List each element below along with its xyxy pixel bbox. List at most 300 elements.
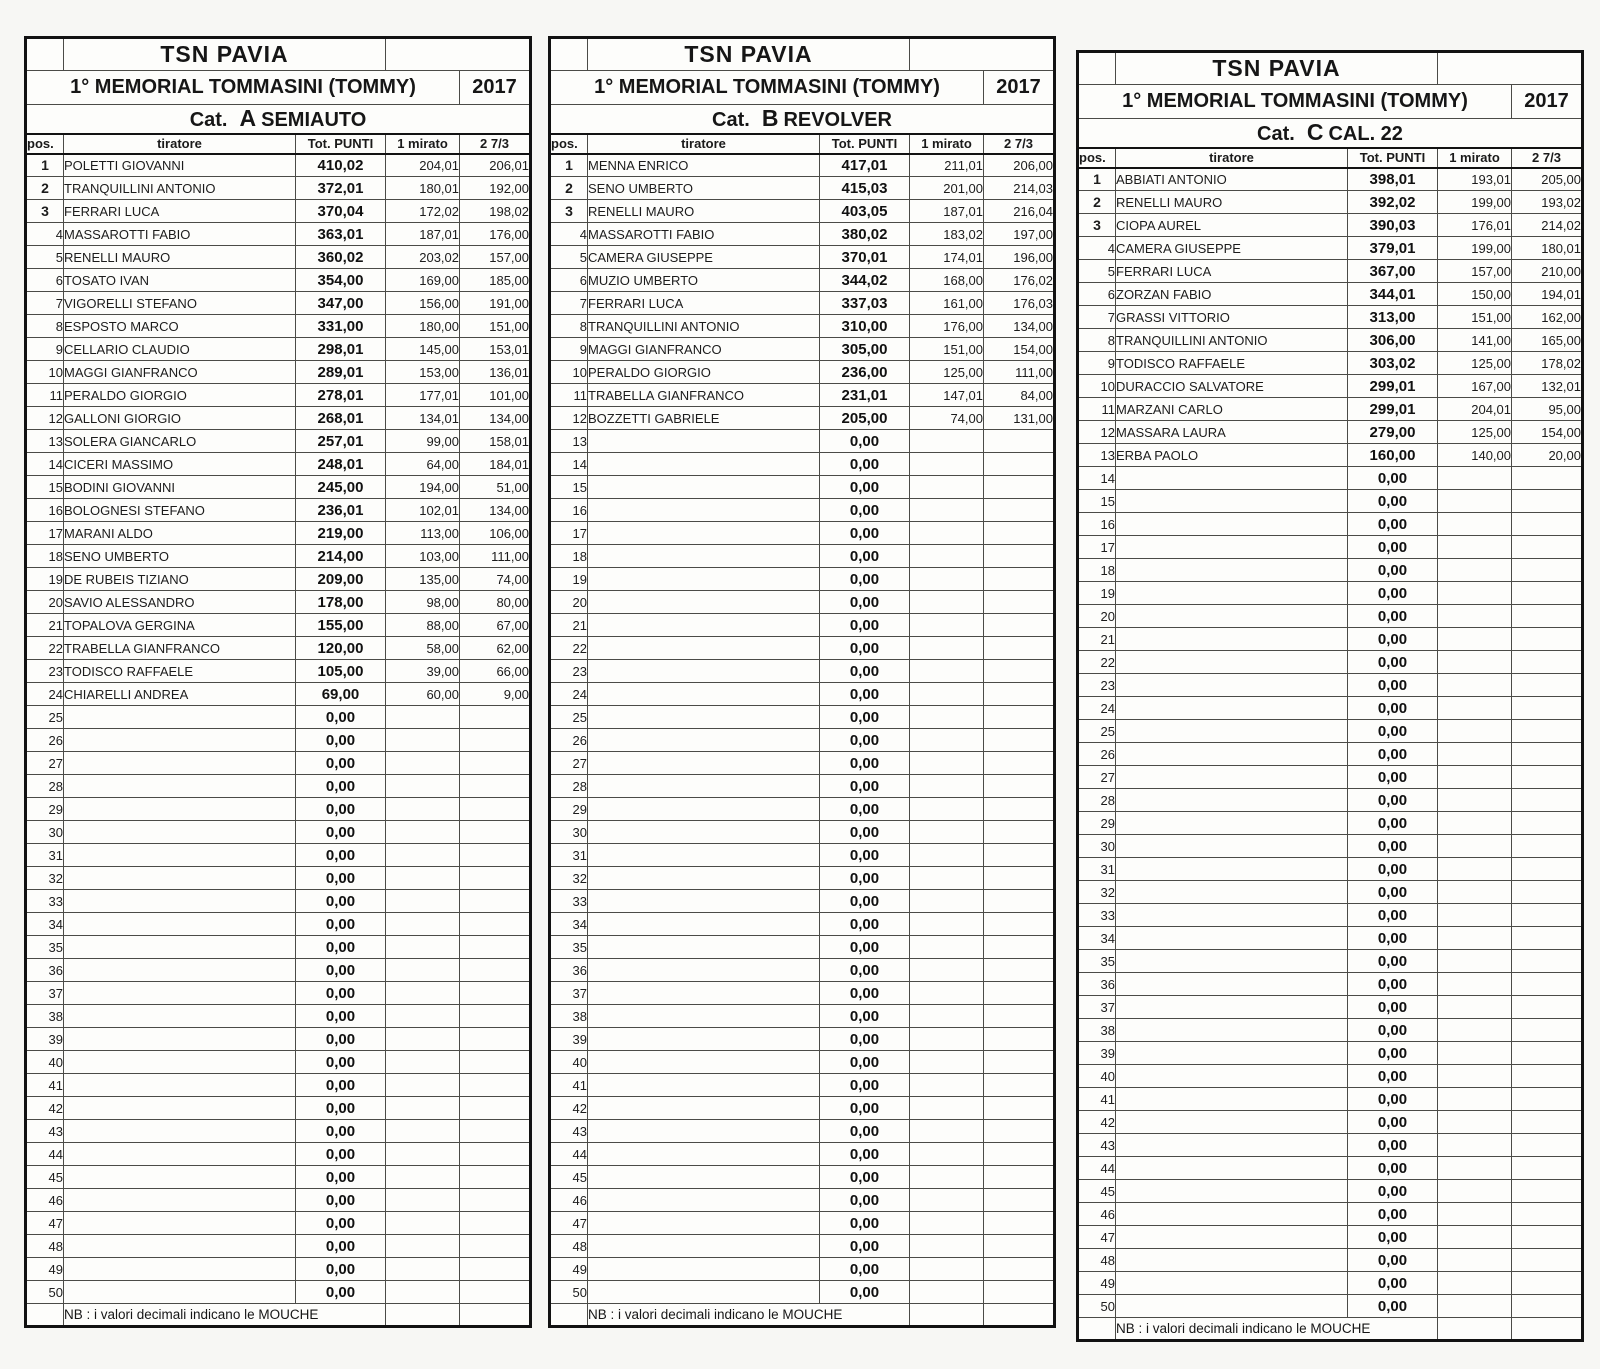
table-row [26,936,531,959]
table-row [26,752,531,775]
seven-three-score [984,430,1055,453]
seven-three-score [460,982,531,1005]
table-row [550,315,1055,338]
mirato-score: 135,00 [386,568,460,591]
shooter-name [588,798,820,821]
shooter-name [588,683,820,706]
total-points: 392,02 [1348,191,1438,214]
results-body [1078,168,1583,1318]
pos-cell: 15 [1078,490,1116,513]
seven-three-score [984,614,1055,637]
mirato-score [1438,1272,1512,1295]
col-header-shooter: tiratore [588,134,820,154]
table-row [1078,237,1583,260]
seven-three-score [984,1166,1055,1189]
total-points: 0,00 [820,798,910,821]
pos-cell: 10 [550,361,588,384]
pos-cell: 45 [1078,1180,1116,1203]
seven-three-score [460,752,531,775]
seven-three-score [984,959,1055,982]
pos-cell: 26 [550,729,588,752]
table-row [550,384,1055,407]
shooter-name [1116,1180,1348,1203]
mirato-score [910,453,984,476]
seven-three-score [1512,1249,1583,1272]
pos-cell: 47 [1078,1226,1116,1249]
pos-cell: 14 [550,453,588,476]
mirato-score [386,982,460,1005]
shooter-name: CIOPA AUREL [1116,214,1348,237]
table-row [550,292,1055,315]
total-points: 0,00 [820,1281,910,1304]
shooter-name [1116,536,1348,559]
seven-three-score [460,1212,531,1235]
seven-three-score: 206,01 [460,154,531,177]
total-points: 0,00 [1348,1065,1438,1088]
total-points: 0,00 [820,591,910,614]
mirato-score: 147,01 [910,384,984,407]
shooter-name [64,1120,296,1143]
seven-three-score: 184,01 [460,453,531,476]
pos-cell: 21 [550,614,588,637]
total-points: 219,00 [296,522,386,545]
pos-cell: 49 [550,1258,588,1281]
seven-three-score: 20,00 [1512,444,1583,467]
pos-cell: 24 [26,683,64,706]
total-points: 0,00 [1348,973,1438,996]
pos-cell: 20 [1078,605,1116,628]
mirato-score [910,591,984,614]
pos-cell: 3 [550,200,588,223]
total-points: 214,00 [296,545,386,568]
category-letter: B [761,105,779,132]
mirato-score [386,1005,460,1028]
shooter-name [1116,1088,1348,1111]
shooter-name: SENO UMBERTO [588,177,820,200]
pos-cell: 16 [26,499,64,522]
shooter-name [588,1143,820,1166]
club-title: TSN PAVIA [64,38,386,71]
mirato-score [1438,651,1512,674]
seven-three-score: 62,00 [460,637,531,660]
total-points: 0,00 [820,1074,910,1097]
pos-cell: 1 [26,154,64,177]
mirato-score: 151,00 [1438,306,1512,329]
shooter-name [64,1074,296,1097]
total-points: 0,00 [1348,1134,1438,1157]
mirato-score [386,729,460,752]
table-row [550,1074,1055,1097]
total-points: 299,01 [1348,398,1438,421]
mirato-score: 145,00 [386,338,460,361]
table-row [550,453,1055,476]
table-row [1078,881,1583,904]
table-row [26,1074,531,1097]
total-points: 209,00 [296,568,386,591]
seven-three-score [1512,927,1583,950]
pos-cell: 31 [1078,858,1116,881]
pos-cell: 4 [1078,237,1116,260]
seven-three-score [460,706,531,729]
shooter-name [1116,467,1348,490]
col-header-pos: pos. [550,134,588,154]
seven-three-score [984,1051,1055,1074]
mirato-score: 183,02 [910,223,984,246]
total-points: 337,03 [820,292,910,315]
mirato-score [386,959,460,982]
seven-three-score [1512,674,1583,697]
seven-three-score [1512,605,1583,628]
category-row [1078,119,1583,148]
seven-three-score: 192,00 [460,177,531,200]
mirato-score [910,936,984,959]
total-points: 298,01 [296,338,386,361]
mirato-score: 60,00 [386,683,460,706]
table-row [550,1051,1055,1074]
pos-cell: 4 [550,223,588,246]
pos-cell: 11 [26,384,64,407]
spacer-cell [910,38,1055,71]
mirato-score: 141,00 [1438,329,1512,352]
shooter-name: DE RUBEIS TIZIANO [64,568,296,591]
spacer-cell [26,1304,64,1327]
mirato-score: 125,00 [1438,421,1512,444]
mirato-score [386,936,460,959]
table-row [550,1143,1055,1166]
shooter-name [1116,1226,1348,1249]
table-row [1078,536,1583,559]
total-points: 344,01 [1348,283,1438,306]
category-letter: A [239,105,257,132]
pos-cell: 12 [26,407,64,430]
pos-cell: 38 [1078,1019,1116,1042]
shooter-name: DURACCIO SALVATORE [1116,375,1348,398]
table-row [26,1005,531,1028]
total-points: 344,02 [820,269,910,292]
pos-cell: 40 [550,1051,588,1074]
seven-three-score [460,1235,531,1258]
table-row [26,361,531,384]
pos-cell: 17 [550,522,588,545]
shooter-name: MARZANI CARLO [1116,398,1348,421]
mirato-score [910,844,984,867]
shooter-name: TODISCO RAFFAELE [64,660,296,683]
pos-cell: 6 [26,269,64,292]
mirato-score: 169,00 [386,269,460,292]
pos-cell: 25 [550,706,588,729]
mirato-score [386,1051,460,1074]
shooter-name: ABBIATI ANTONIO [1116,168,1348,191]
table-row [550,913,1055,936]
seven-three-score [984,729,1055,752]
table-row [1078,352,1583,375]
pos-cell: 49 [1078,1272,1116,1295]
mirato-score [1438,858,1512,881]
shooter-name [1116,812,1348,835]
seven-three-score [984,1212,1055,1235]
pos-cell: 30 [1078,835,1116,858]
total-points: 69,00 [296,683,386,706]
pos-cell: 9 [1078,352,1116,375]
pos-cell: 35 [26,936,64,959]
seven-three-score: 176,00 [460,223,531,246]
pos-cell: 31 [26,844,64,867]
shooter-name [1116,835,1348,858]
shooter-name: TRABELLA GIANFRANCO [588,384,820,407]
pos-cell: 25 [1078,720,1116,743]
mirato-score [386,1258,460,1281]
pos-cell: 5 [550,246,588,269]
shooter-name [588,913,820,936]
mirato-score: 174,01 [910,246,984,269]
seven-three-score [1512,789,1583,812]
results-table-cat-c [1076,50,1584,1342]
table-row [1078,996,1583,1019]
mirato-score [910,1143,984,1166]
col-header-pos: pos. [26,134,64,154]
pos-cell: 46 [1078,1203,1116,1226]
pos-cell: 7 [1078,306,1116,329]
total-points: 0,00 [296,1212,386,1235]
pos-cell: 35 [1078,950,1116,973]
seven-three-score [1512,513,1583,536]
table-row [26,867,531,890]
total-points: 299,01 [1348,375,1438,398]
category-label: Cat. [189,109,228,132]
seven-three-score [984,1005,1055,1028]
mirato-score [1438,674,1512,697]
table-row [550,1166,1055,1189]
shooter-name [588,982,820,1005]
table-row [550,338,1055,361]
seven-three-score [984,890,1055,913]
shooter-name: MUZIO UMBERTO [588,269,820,292]
seven-three-score [1512,536,1583,559]
table-row [26,338,531,361]
shooter-name [1116,1042,1348,1065]
shooter-name [1116,1249,1348,1272]
table-row [26,499,531,522]
seven-three-score: 111,00 [984,361,1055,384]
seven-three-score [460,1189,531,1212]
mirato-score [910,1281,984,1304]
table-row [26,200,531,223]
shooter-name [1116,490,1348,513]
seven-three-score: 176,02 [984,269,1055,292]
seven-three-score [460,867,531,890]
mirato-score [910,430,984,453]
table-row [26,913,531,936]
seven-three-score: 205,00 [1512,168,1583,191]
shooter-name [64,959,296,982]
results-body [550,154,1055,1304]
total-points: 0,00 [1348,996,1438,1019]
table-row [1078,1272,1583,1295]
pos-cell: 37 [26,982,64,1005]
total-points: 0,00 [296,936,386,959]
mirato-score: 187,01 [386,223,460,246]
seven-three-score: 193,02 [1512,191,1583,214]
pos-cell: 27 [550,752,588,775]
shooter-name [588,476,820,499]
shooter-name [1116,1295,1348,1318]
total-points: 0,00 [820,706,910,729]
seven-three-score: 95,00 [1512,398,1583,421]
results-table-cat-a [24,36,532,1328]
shooter-name: FERRARI LUCA [1116,260,1348,283]
shooter-name [588,867,820,890]
seven-three-score: 165,00 [1512,329,1583,352]
shooter-name: SAVIO ALESSANDRO [64,591,296,614]
seven-three-score [460,821,531,844]
total-points: 0,00 [296,982,386,1005]
total-points: 403,05 [820,200,910,223]
club-row [550,38,1055,71]
mirato-score: 88,00 [386,614,460,637]
pos-cell: 29 [1078,812,1116,835]
pos-cell: 26 [26,729,64,752]
table-row [26,1235,531,1258]
pos-cell: 39 [26,1028,64,1051]
total-points: 0,00 [296,1166,386,1189]
pos-cell: 2 [550,177,588,200]
seven-three-score [984,1097,1055,1120]
decimals-note: NB : i valori decimali indicano le MOUCHE [588,1304,910,1327]
total-points: 0,00 [1348,904,1438,927]
column-header-row [26,134,531,154]
pos-cell: 9 [26,338,64,361]
mirato-score [1438,1065,1512,1088]
total-points: 236,01 [296,499,386,522]
shooter-name [588,660,820,683]
shooter-name [588,1120,820,1143]
total-points: 120,00 [296,637,386,660]
shooter-name [64,775,296,798]
seven-three-score: 153,01 [460,338,531,361]
pos-cell: 45 [26,1166,64,1189]
mirato-score [386,706,460,729]
table-row [26,706,531,729]
table-row [550,1258,1055,1281]
pos-cell: 11 [1078,398,1116,421]
seven-three-score [460,775,531,798]
mirato-score [1438,996,1512,1019]
pos-cell: 23 [26,660,64,683]
shooter-name [64,1166,296,1189]
shooter-name [1116,1203,1348,1226]
pos-cell: 33 [1078,904,1116,927]
mirato-score [1438,1180,1512,1203]
pos-cell: 6 [1078,283,1116,306]
mirato-score [1438,743,1512,766]
shooter-name: SOLERA GIANCARLO [64,430,296,453]
mirato-score [910,522,984,545]
total-points: 0,00 [296,1074,386,1097]
seven-three-score [1512,950,1583,973]
total-points: 0,00 [820,1235,910,1258]
seven-three-score: 84,00 [984,384,1055,407]
shooter-name [588,637,820,660]
table-row [550,982,1055,1005]
mirato-score: 203,02 [386,246,460,269]
shooter-name: MAGGI GIANFRANCO [64,361,296,384]
shooter-name: POLETTI GIOVANNI [64,154,296,177]
table-row [1078,766,1583,789]
total-points: 0,00 [820,959,910,982]
table-row [550,545,1055,568]
seven-three-score [984,752,1055,775]
shooter-name [1116,858,1348,881]
table-row [26,1189,531,1212]
shooter-name [64,821,296,844]
table-row [1078,1019,1583,1042]
seven-three-score [984,1028,1055,1051]
mirato-score [1438,950,1512,973]
pos-cell: 20 [550,591,588,614]
category-label: Cat. [1257,123,1295,146]
table-row [1078,559,1583,582]
mirato-score [386,1166,460,1189]
mirato-score [910,1028,984,1051]
seven-three-score [1512,1134,1583,1157]
pos-cell: 14 [1078,467,1116,490]
seven-three-score [984,1281,1055,1304]
mirato-score [910,775,984,798]
shooter-name [1116,881,1348,904]
seven-three-score [984,499,1055,522]
mirato-score: 125,00 [910,361,984,384]
mirato-score: 39,00 [386,660,460,683]
total-points: 0,00 [1348,1157,1438,1180]
shooter-name: TRANQUILLINI ANTONIO [588,315,820,338]
total-points: 231,01 [820,384,910,407]
seven-three-score [1512,743,1583,766]
pos-cell: 36 [1078,973,1116,996]
table-row [26,1143,531,1166]
total-points: 372,01 [296,177,386,200]
table-row [550,430,1055,453]
pos-cell: 50 [550,1281,588,1304]
total-points: 379,01 [1348,237,1438,260]
shooter-name: TRABELLA GIANFRANCO [64,637,296,660]
shooter-name [588,752,820,775]
shooter-name [1116,973,1348,996]
total-points: 0,00 [1348,1249,1438,1272]
mirato-score [910,545,984,568]
seven-three-score [984,867,1055,890]
pos-cell: 28 [1078,789,1116,812]
shooter-name [1116,628,1348,651]
mirato-score [910,821,984,844]
table-row [26,1120,531,1143]
pos-cell: 21 [1078,628,1116,651]
total-points: 0,00 [820,430,910,453]
seven-three-score [1512,812,1583,835]
spacer-cell [1078,1318,1116,1341]
table-row [550,1212,1055,1235]
shooter-name [588,1028,820,1051]
total-points: 0,00 [1348,605,1438,628]
col-header-total: Tot. PUNTI [1348,148,1438,168]
table-row [550,499,1055,522]
table-row [26,775,531,798]
table-row [26,844,531,867]
total-points: 0,00 [1348,628,1438,651]
pos-cell: 21 [26,614,64,637]
shooter-name [588,1005,820,1028]
mirato-score [910,959,984,982]
total-points: 370,01 [820,246,910,269]
